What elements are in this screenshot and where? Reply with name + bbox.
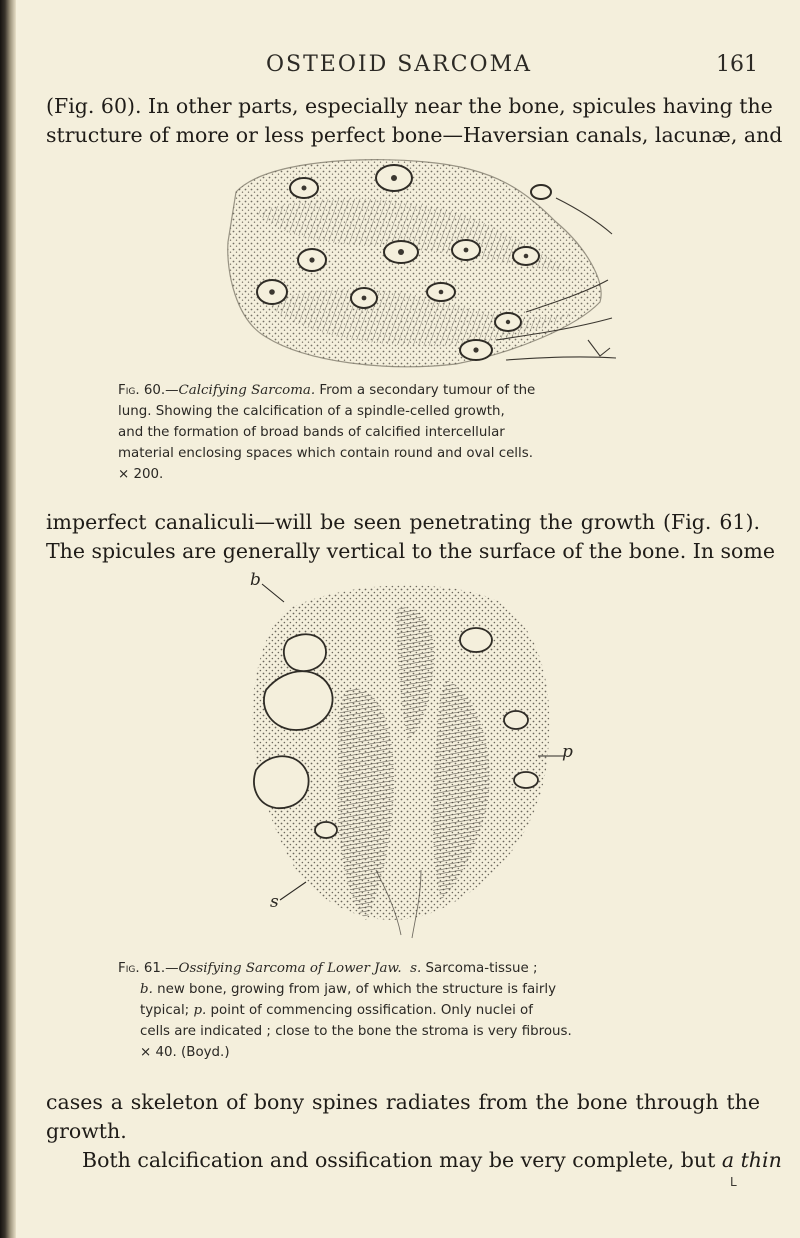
- figure-label: Fig. 61.: [118, 961, 166, 976]
- paragraph-line: cases a skeleton of bony spines radiates from the bone through the: [46, 1090, 760, 1114]
- figure-label-b: b: [250, 570, 261, 590]
- page-number: 161: [716, 52, 758, 77]
- figure-label-s: s: [270, 892, 279, 912]
- figure-61-caption: [118, 958, 718, 1063]
- paragraph-3: [46, 1088, 760, 1146]
- caption-text: point of commencing ossification. Only nuclei of: [206, 1003, 533, 1018]
- caption-line: lung. Showing the calcification of a spindle-celled growth,: [118, 404, 505, 419]
- ossifying-sarcoma-engraving: [226, 570, 576, 940]
- paragraph-2: [46, 508, 775, 566]
- caption-magnification: × 200.: [118, 467, 164, 482]
- caption-line: and the formation of broad bands of calcified intercellular: [118, 425, 505, 440]
- caption-line: cells are indicated ; close to the bone the stroma is very fibrous.: [140, 1024, 572, 1039]
- paragraph-line: structure of more or less perfect bone—Haversian canals, lacunæ, and: [46, 123, 783, 147]
- figure-title: Ossifying Sarcoma of Lower Jaw.: [178, 961, 402, 976]
- figure-61-illustration: [226, 570, 576, 940]
- key-b: b.: [140, 982, 153, 997]
- caption-dash: —: [165, 383, 179, 398]
- book-page: [46, 0, 783, 1238]
- figure-label-p: p: [562, 742, 573, 762]
- signature-mark: L: [730, 1175, 737, 1189]
- running-title: OSTEOID SARCOMA: [266, 52, 533, 77]
- figure-label: Fig. 60.: [118, 383, 166, 398]
- figure-60-caption: [118, 380, 718, 485]
- paragraph-text: Both calcification and ossification may be very complete, but: [82, 1148, 722, 1172]
- figure-60-illustration: [196, 152, 616, 374]
- paragraph-line: imperfect canaliculi—will be seen penetrating the growth (Fig. 61).: [46, 510, 760, 534]
- paragraph-line: (Fig. 60). In other parts, especially near the bone, spicules having the: [46, 94, 773, 118]
- paragraph-line: growth.: [46, 1119, 127, 1143]
- caption-dash: —: [165, 961, 179, 976]
- paragraph-1: [46, 92, 783, 150]
- caption-text: typical;: [140, 1003, 194, 1018]
- caption-text: From a secondary tumour of the: [315, 383, 536, 398]
- caption-text: new bone, growing from jaw, of which the structure is fairly: [152, 982, 557, 997]
- caption-line: material enclosing spaces which contain round and oval cells.: [118, 446, 533, 461]
- figure-title: Calcifying Sarcoma.: [178, 383, 316, 398]
- key-p: p.: [193, 1003, 207, 1018]
- caption-magnification: × 40. (Boyd.): [140, 1045, 230, 1060]
- caption-text: Sarcoma-tissue ;: [421, 961, 538, 976]
- paragraph-4: [46, 1146, 782, 1175]
- running-head: [46, 52, 760, 84]
- calcified-tissue-engraving: [196, 152, 616, 374]
- paragraph-italic-text: a thin: [721, 1148, 782, 1172]
- paragraph-line: The spicules are generally vertical to the surface of the bone. In some: [46, 539, 775, 563]
- book-binding-edge: [0, 0, 16, 1238]
- key-s: s.: [410, 961, 422, 976]
